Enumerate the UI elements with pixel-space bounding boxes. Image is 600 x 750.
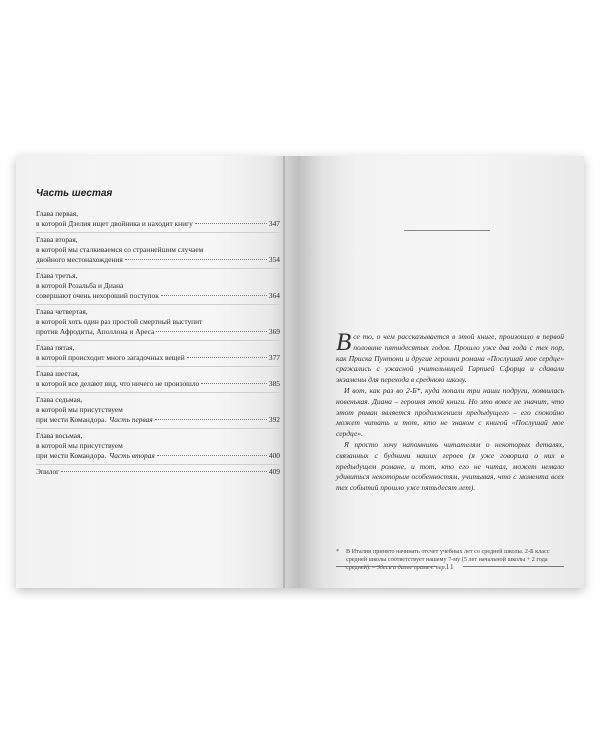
- toc-leader-dots: [61, 471, 267, 472]
- toc-chapter-desc: при мести Командора.: [36, 415, 107, 424]
- toc-chapter-desc: в которой мы присутствуем: [36, 405, 123, 414]
- toc-page-number: 409: [268, 467, 280, 476]
- paragraph: И вот, как раз во 2-Б*, куда попали три наши подруги, появилась новенькая. Диана – героиня этой книги. Но это вовсе не значит, что этот роман является продолжением предыдущего – его спокойно может читать и тот, кто не знаком с книгой «Послушай мое сердце».: [336, 385, 564, 439]
- toc-chapter-title: Глава пятая,: [36, 343, 75, 352]
- toc-entry: [36, 465, 280, 480]
- footnote-mark: *: [336, 548, 340, 555]
- toc-entry: [36, 429, 280, 465]
- toc-chapter-title: Эпилог: [36, 467, 60, 476]
- toc-leader-dots: [156, 331, 267, 332]
- toc-chapter-desc: в которой хоть один раз простой смертный выступит: [36, 317, 203, 326]
- book-spread: [16, 156, 584, 588]
- toc-chapter-title: Глава четвертая,: [36, 307, 88, 316]
- toc-entry: [36, 207, 280, 233]
- toc-leader-dots: [187, 357, 267, 358]
- toc-chapter-desc: против Афродиты, Аполлона и Ареса: [36, 327, 155, 336]
- part-title: Часть шестая: [36, 188, 113, 199]
- toc-entry: [36, 367, 280, 393]
- toc-chapter-title: Глава первая,: [36, 209, 79, 218]
- toc-chapter-title: Глава восьмая,: [36, 431, 83, 440]
- toc-chapter-desc: в которой Розальба и Диана: [36, 281, 124, 290]
- toc-leader-dots: [161, 295, 267, 296]
- toc-page-number: 377: [268, 353, 280, 362]
- toc-chapter-title: Глава вторая,: [36, 235, 78, 244]
- toc-page-number: 347: [268, 219, 280, 228]
- page-footer: [336, 562, 564, 571]
- toc-chapter-part: Часть вторая: [109, 451, 155, 460]
- footnote-text: В Италии принято начинать отсчет учебных лет со средней школы. 2-Б класс средней школы соответствует нашему 7-му (5 лет начальной школы + 2 года средней).: [346, 548, 550, 571]
- table-of-contents: [36, 188, 280, 480]
- toc-chapter-desc: в которой мы сталкиваемся со страннейшим случаем: [36, 245, 204, 254]
- drop-cap: В: [336, 329, 352, 356]
- toc-leader-dots: [125, 259, 267, 260]
- paragraph: [336, 329, 564, 386]
- footer-rule-left: [336, 566, 437, 567]
- toc-leader-dots: [155, 419, 267, 420]
- toc-entry: [36, 341, 280, 367]
- left-page: [16, 156, 300, 588]
- footnote-translator-note: – Здесь и далее примеч. пер.: [372, 564, 447, 571]
- toc-entry: [36, 269, 280, 305]
- toc-leader-dots: [157, 455, 267, 456]
- toc-chapter-desc: двойного местонахождения: [36, 255, 123, 264]
- body-text: [336, 329, 564, 494]
- toc-chapter-part: Часть первая: [109, 415, 153, 424]
- right-page: [300, 156, 584, 588]
- toc-chapter-title: Глава третья,: [36, 271, 78, 280]
- toc-chapter-desc: при мести Командора.: [36, 451, 107, 460]
- book-gutter: [283, 156, 285, 588]
- toc-chapter-desc: в которой все делают вид, что ничего не произошло: [36, 379, 200, 388]
- toc-chapter-desc: совершают очень нехороший поступок: [36, 291, 159, 300]
- toc-page-number: 400: [268, 451, 280, 460]
- paragraph-text: се то, о чем рассказывается в этой книге, произошло в первой половине пятидесятых годов. Прошло уже два года с тех пор, как Приска Пунтони и другие героини романа «Послушай мое сердце» сражались с ужасной учительницей Гарпией Сфорца и сдавали экзамены для перехода в среднюю школу.: [336, 332, 564, 385]
- toc-chapter-title: Глава седьмая,: [36, 395, 83, 404]
- toc-leader-dots: [201, 383, 267, 384]
- footer-rule-right: [463, 566, 564, 567]
- toc-page-number: 354: [268, 255, 280, 264]
- toc-chapter-desc: в которой происходит много загадочных вещей: [36, 353, 185, 362]
- toc-page-number: 369: [268, 327, 280, 336]
- toc-chapter-title: Глава шестая,: [36, 369, 80, 378]
- toc-chapter-desc: в которой Дзелия ищет двойника и находит книгу: [36, 219, 193, 228]
- toc-page-number: 364: [268, 291, 280, 300]
- toc-entry: [36, 393, 280, 429]
- toc-entry: [36, 233, 280, 269]
- toc-page-number: 385: [268, 379, 280, 388]
- decorative-rule: [404, 230, 490, 231]
- paragraph: Я просто хочу напомнить читателям о некоторых деталях, связанных с будними наших героев (я уже говорила о них в предыдущем романе, и тот, кто его не читал, может немало удивиться некоторым особенностям, учитывая, что с момента всех тех событий прошло уже пятьдесят лет).: [336, 439, 564, 493]
- toc-entry: [36, 305, 280, 341]
- page-number: 11: [445, 562, 455, 571]
- toc-leader-dots: [195, 223, 267, 224]
- toc-chapter-desc: в которой мы присутствуем: [36, 441, 123, 450]
- toc-page-number: 392: [268, 415, 280, 424]
